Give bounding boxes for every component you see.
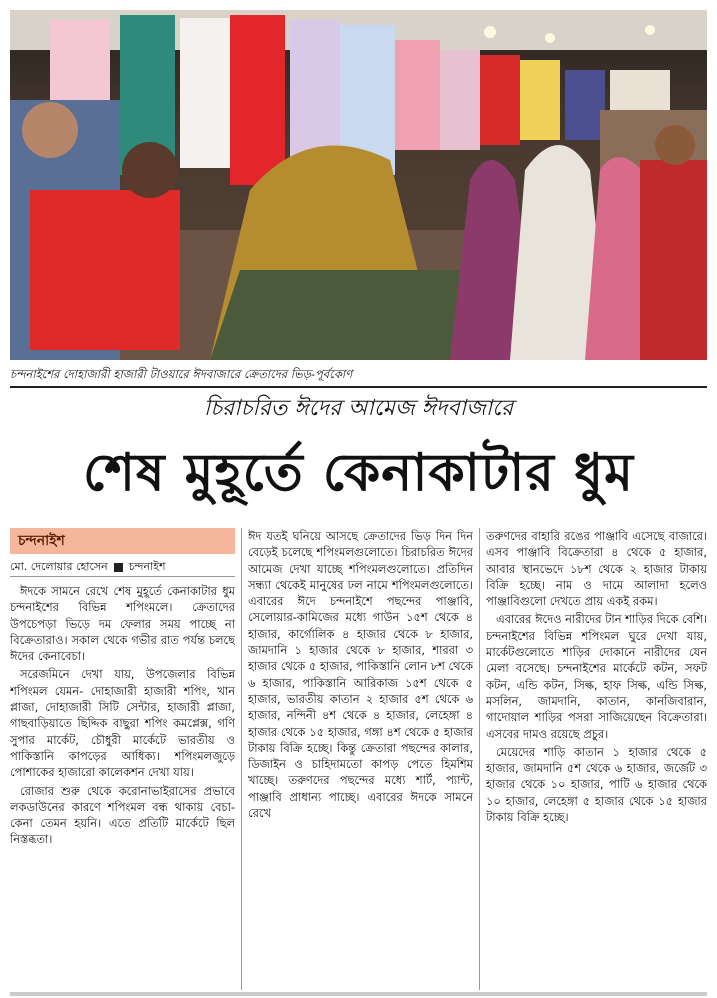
- paragraph: মেয়েদের শাড়ি কাতান ১ হাজার থেকে ৫ হাজার, জামদানি ৫শ থেকে ৬ হাজার, জর্জেট ৩ হাজার থেকে ১০ হাজার, পাটি ৬ হাজার থেকে ১০ হাজার, লেহেঙ্গা ৫ হাজার থেকে ১৫ হাজার টাকায় বিক্রি হচ্ছে।: [486, 744, 707, 825]
- bottom-divider: [10, 992, 707, 996]
- article-column-2: [248, 528, 473, 988]
- paragraph: সরেজমিনে দেখা যায়, উপজেলার বিভিন্ন শপিংমল যেমন- দোহাজারী হাজারী শপিং, খান প্লাজা, দোহাজারী সিটি সেন্টার, হাজারী প্লাজা, গাছবাড়িয়াতে ছিদ্দিক বাছুরা শপিং কমপ্লেক্স, গণি সুপার মার্কেট, চৌধুরী মার্কেটে ভারতীয় ও পাকিস্তানি কাপড়ের আধিক্য। শপিংমলজুড়ে পোশাকের হাজারো কালেকশন দেখা যায়।: [10, 667, 235, 780]
- column-divider: [479, 528, 480, 990]
- main-headline: শেষ মুহূর্তে কেনাকাটার ধুম: [82, 443, 635, 503]
- photo-caption: চন্দনাইশের দোহাজারী হাজারী টাওয়ারে ঈদবাজারে ক্রেতাদের ভিড়-পূর্বকোণ: [10, 367, 353, 381]
- paragraph: তরুণদের বাহারি রঙের পাঞ্জাবি এসেছে বাজারে। এসব পাঞ্জাবি বিক্রেতারা ৪ থেকে ৫ হাজার, আবার স্থানভেদে ১৮শ থেকে ২ হাজার টাকায় বিক্রি হচ্ছে। নাম ও দামে আলাদা হলেও পাঞ্জাবিগুলো দেখতে প্রায় একই রকম।: [486, 529, 707, 609]
- square-bullet-icon: [114, 563, 123, 572]
- location-tag: চন্দনাইশ: [10, 528, 235, 554]
- paragraph: ঈদকে সামনে রেখে শেষ মুহূর্তে কেনাকাটার ধুম চন্দনাইশের বিভিন্ন শপিংমলে। ক্রেতাদের উপচেপড়া ভিড়ে দম ফেলার সময় পাচ্ছে না বিক্রেতারাও। সকাল থেকে গভীর রাত পর্যন্ত চলছে ঈদের কেনাবেচা।: [10, 584, 235, 664]
- kicker-headline: চিরাচরিত ঈদের আমেজ ঈদবাজারে: [203, 396, 514, 421]
- paragraph: রোজার শুরু থেকে করোনাভাইরাসের প্রভাবে লকডাউনের কারণে শপিংমল বন্ধ থাকায় বেচা-কেনা তেমন হয়নি। এতে প্রতিটি মার্কেটে ছিল নিস্তব্ধতা।: [10, 783, 235, 847]
- caption-divider: [10, 386, 707, 388]
- byline: [10, 558, 235, 577]
- paragraph: এবারের ঈদেও নারীদের টান শাড়ির দিকে বেশি। চন্দনাইশের বিভিন্ন শপিংমল ঘুরে দেখা যায়, মার্কেটগুলোতে শাড়ির দোকানে নারীদের যেন মেলা বসেছে। চন্দনাইশের মার্কেটে কটন, সফট কটন, এন্ডি কটন, সিল্ক, হাফ সিল্ক, এন্ডি সিল্ক, মসলিন, জামদানি, কাতান, কানজিবারান, গাদোয়াল শাড়ির পসরা সাজিয়েছেন বিক্রেতারা। এসবের দামও রয়েছে প্রচুর।: [486, 612, 707, 741]
- news-photo: [10, 10, 707, 360]
- article-column-3: [486, 528, 707, 988]
- byline-place: চন্দনাইশ: [128, 560, 166, 573]
- author-name: মো. দেলোয়ার হোসেন: [10, 560, 108, 573]
- paragraph: ঈদ যতই ঘনিয়ে আসছে ক্রেতাদের ভিড় দিন দিন বেড়েই চলেছে শপিংমলগুলোতে। চিরাচরিত ঈদের আমেজ দেখা যাচ্ছে শপিংমলগুলোতে। প্রতিদিন সন্ধ্যা থেকেই মানুষের ঢল নামে শপিংমলগুলোতে। এবারের ঈদে চন্দনাইশে পছন্দের পাঞ্জাবি, সেলোয়ার-কামিজের মধ্যে গাউন ১৫শ থেকে ৪ হাজার, কার্গোলিক ৪ হাজার থেকে ৮ হাজার, জামদানি ১ হাজার থেকে ৮ হাজার, শাররা ৩ হাজার থেকে ৫ হাজার, পাকিস্তানি লোন ৮শ থেকে ৬ হাজার, পাকিস্তানি আরিকাজ ১৫শ থেকে ৫ হাজার, ভারতীয় কাতান ২ হাজার ৫শ থেকে ৬ হাজার, নন্দিনী ৪শ থেকে ৪ হাজার, লেহেঙ্গা ৪ হাজার থেকে ১৫ হাজার, গঙ্গা ৪শ থেকে ৫ হাজার টাকায় বিক্রি হচ্ছে। কিন্তু ক্রেতারা পছন্দের কালার, ডিজাইন ও চাহিদামতো কাপড় পেতে হিমশিম খাচ্ছে। তরুণদের পছন্দের মধ্যে শার্ট, প্যান্ট, পাঞ্জাবি প্রাধান্য পাচ্ছে। এবারের ঈদকে সামনে রেখে: [248, 529, 473, 821]
- column-divider: [241, 528, 242, 990]
- article-column-1: [10, 528, 235, 988]
